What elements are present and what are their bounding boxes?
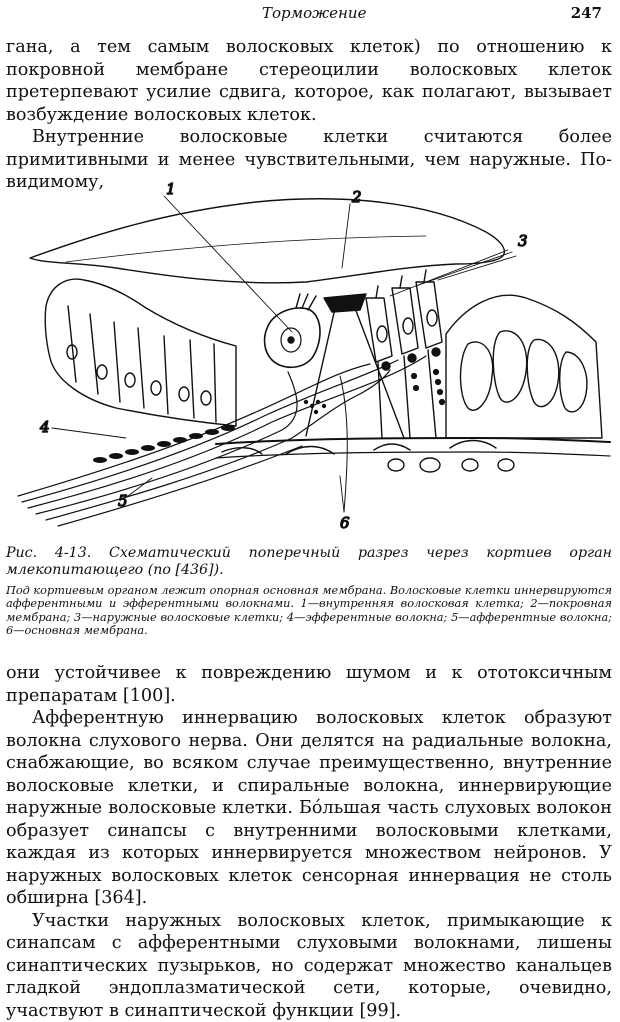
paragraph: Внутренние волосковые клетки считаются более примитивными и менее чувствительными, чем наружные. По-видимому, [6, 126, 612, 194]
caption-title: Рис. 4-13. Схематический поперечный разрез через кортиев орган млекопитающего (по [436]). [6, 545, 612, 579]
figure-caption [6, 545, 612, 637]
limbus-cells [45, 279, 236, 426]
organ-of-corti-figure [6, 176, 614, 546]
nerve-fibers [18, 356, 426, 526]
caption-note: Под кортиевым органом лежит опорная основная мембрана. Волосковые клетки иннервируются афферентными и эфферентными волокнами. 1—внутренняя волосковая клетка; 2—покровная мембрана; 3—наружные волосковые клетки; 4—эфферентные волокна; 5—афферентные волокна; 6—основная мембрана. [6, 584, 612, 637]
figure-label-1: 1 [166, 180, 176, 198]
outer-hair-cells [366, 270, 442, 370]
paragraph: гана, а тем самым волосковых клеток) по отношению к покровной мембране стереоцилии волосковых клеток претерпевают усилие сдвига, которое, как полагают, вызывает возбуждение волосковых клеток. [6, 36, 612, 126]
figure-label-2: 2 [351, 188, 362, 206]
running-head [0, 4, 620, 28]
basilar-membrane [216, 438, 610, 444]
paragraph: Участки наружных волосковых клеток, примыкающие к синапсам с афферентными слуховыми волокнами, лишены синаптических пузырьков, но содержат множество канальцев гладкой эндоплазматической сети, которые, очевидно, участвуют в синаптической функции [99]. [6, 910, 612, 1022]
running-title: Торможение [262, 4, 366, 22]
figure-label-6: 6 [340, 514, 350, 532]
figure-label-5: 5 [118, 492, 128, 510]
afferent-fiber-dots [93, 400, 326, 463]
hensen-cells [446, 295, 602, 438]
paragraph: они устойчивее к повреждению шумом и к ототоксичным препаратам [100]. [6, 662, 612, 707]
paragraph: Афферентную иннервацию волосковых клеток образуют волокна слухового нерва. Они делятся на радиальные волокна, снабжающие, во всяком случае преимущественно, внутренние волосковые клетки, и спиральные волокна, иннервирующие наружные волосковые клетки. Бóльшая часть слуховых волокон образует синапсы с внутренними волосковыми клетками, каждая из которых иннервируется множеством нейронов. У наружных волосковых клеток сенсорная иннервация не столь обширна [364]. [6, 707, 612, 910]
bottom-text-block [6, 662, 612, 1022]
figure-label-4: 4 [39, 418, 50, 436]
page-number: 247 [571, 4, 602, 22]
top-text-block [6, 36, 612, 194]
figure-label-3: 3 [518, 232, 528, 250]
tectorial-membrane [30, 199, 504, 283]
